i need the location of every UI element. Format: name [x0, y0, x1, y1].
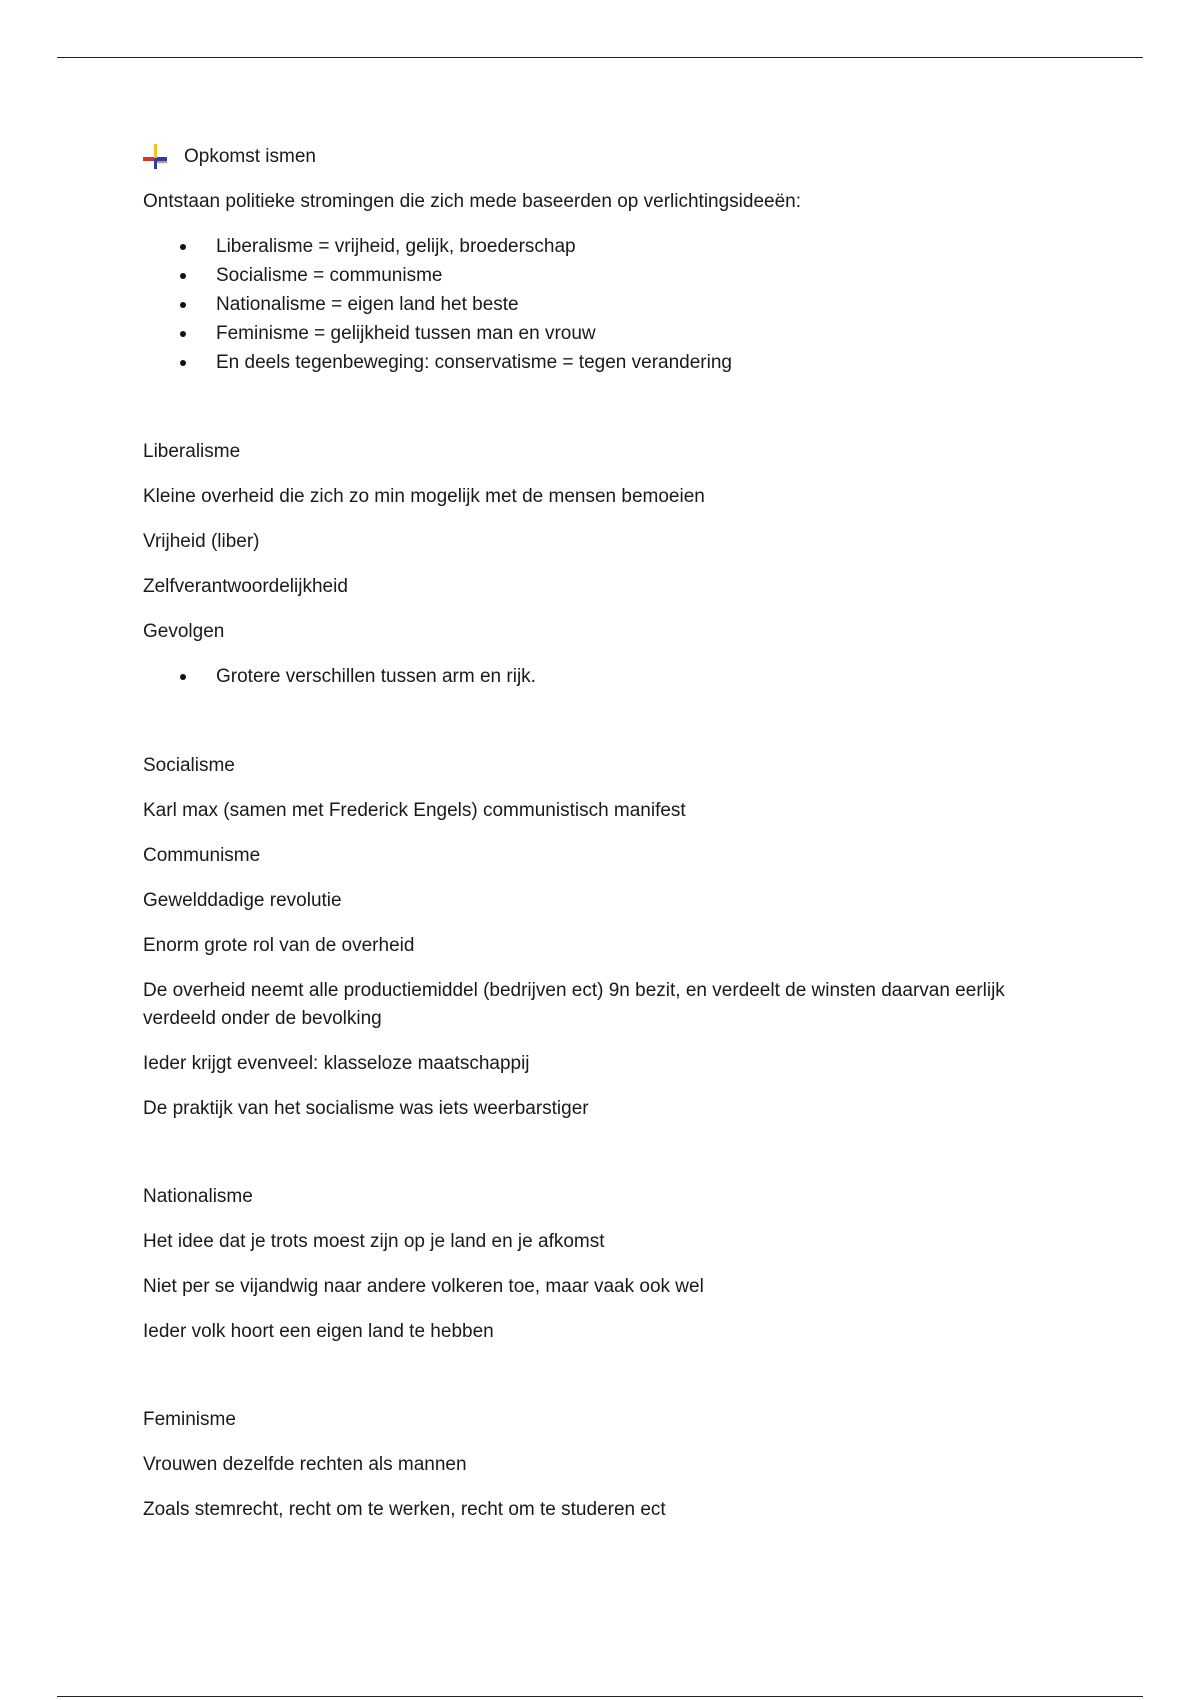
page-title: Opkomst ismen: [184, 146, 316, 167]
paragraph: Vrijheid (liber): [143, 531, 260, 552]
section-title-socialisme: Socialisme: [143, 755, 235, 776]
bullet-icon: [180, 674, 186, 680]
paragraph: Gevolgen: [143, 621, 225, 642]
section-title-nationalisme: Nationalisme: [143, 1186, 253, 1207]
list-item: Feminisme = gelijkheid tussen man en vrouw: [143, 320, 1083, 349]
paragraph: Vrouwen dezelfde rechten als mannen: [143, 1454, 467, 1475]
bullet-icon: [180, 273, 186, 279]
paragraph: De overheid neemt alle productiemiddel (bedrijven ect) 9n bezit, en verdeelt de winsten daarvan eerlijk verdeeld onder de bevolking: [143, 980, 1005, 1029]
list-item: Grotere verschillen tussen arm en rijk.: [143, 663, 1083, 692]
header-rule: [57, 57, 1143, 58]
bullet-icon: [180, 302, 186, 308]
section-title-feminisme: Feminisme: [143, 1409, 236, 1430]
paragraph: Karl max (samen met Frederick Engels) communistisch manifest: [143, 800, 686, 821]
paragraph: Ieder krijgt evenveel: klasseloze maatschappij: [143, 1053, 530, 1074]
list-item: Liberalisme = vrijheid, gelijk, broederschap: [143, 233, 1083, 262]
intro-bullet-list: [143, 233, 1083, 378]
heading-row: [143, 142, 1083, 172]
paragraph: Kleine overheid die zich zo min mogelijk met de mensen bemoeien: [143, 486, 705, 507]
list-item: Nationalisme = eigen land het beste: [143, 291, 1083, 320]
bullet-icon: [180, 331, 186, 337]
cross-marker-icon: [143, 144, 169, 170]
paragraph: Het idee dat je trots moest zijn op je land en je afkomst: [143, 1231, 605, 1252]
paragraph: Ieder volk hoort een eigen land te hebben: [143, 1321, 494, 1342]
bullet-icon: [180, 360, 186, 366]
paragraph: Niet per se vijandwig naar andere volkeren toe, maar vaak ook wel: [143, 1276, 704, 1297]
paragraph: Enorm grote rol van de overheid: [143, 935, 415, 956]
section-title-liberalisme: Liberalisme: [143, 441, 241, 462]
bullet-icon: [180, 244, 186, 250]
paragraph: Zoals stemrecht, recht om te werken, recht om te studeren ect: [143, 1499, 666, 1520]
liberalisme-bullet-list: [143, 663, 1083, 692]
paragraph: Communisme: [143, 845, 261, 866]
list-item: En deels tegenbeweging: conservatisme = tegen verandering: [143, 349, 1083, 378]
footer-rule: [57, 1696, 1143, 1697]
paragraph: De praktijk van het socialisme was iets weerbarstiger: [143, 1098, 589, 1119]
paragraph: Gewelddadige revolutie: [143, 890, 342, 911]
document-body: [143, 142, 1083, 1541]
list-item: Socialisme = communisme: [143, 262, 1083, 291]
paragraph: Zelfverantwoordelijkheid: [143, 576, 348, 597]
intro-text: Ontstaan politieke stromingen die zich mede baseerden op verlichtingsideeën:: [143, 191, 802, 212]
